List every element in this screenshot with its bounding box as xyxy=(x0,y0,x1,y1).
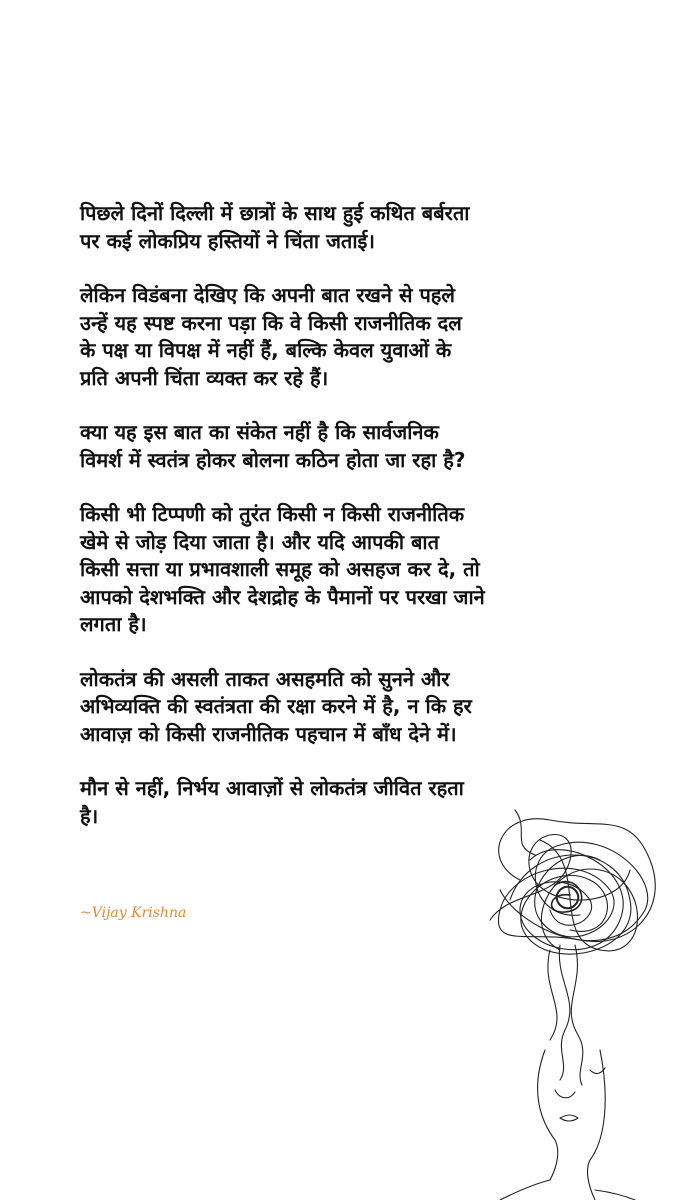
paragraph-4: किसी भी टिप्पणी को तुरंत किसी न किसी राजनीतिक खेमे से जोड़ दिया जाता है। और यदि आपकी बात किसी सत्ता या प्रभावशाली समूह को असहज कर दे, तो आपको देशभक्ति और देशद्रोह के पैमानों पर परखा जाने लगता है। xyxy=(80,502,485,636)
paragraph-6: मौन से नहीं, निर्भय आवाज़ों से लोकतंत्र जीवित रहता है। xyxy=(80,776,464,828)
tangled-head-sketch-icon xyxy=(460,800,675,1200)
author-signature: ~Vijay Krishna xyxy=(80,905,187,921)
paragraph-2: लेकिन विडंबना देखिए कि अपनी बात रखने से पहले उन्हें यह स्पष्ट करना पड़ा कि वे किसी राजनीतिक दल के पक्ष या विपक्ष में नहीं हैं, बल्कि केवल युवाओं के प्रति अपनी चिंता व्यक्त कर रहे हैं। xyxy=(80,283,462,390)
paragraph-1: पिछले दिनों दिल्ली में छात्रों के साथ हुई कथित बर्बरता पर कई लोकप्रिय हस्तियों ने चिंता जताई। xyxy=(80,201,470,253)
paragraph-3: क्या यह इस बात का संकेत नहीं है कि सार्वजनिक विमर्श में स्वतंत्र होकर बोलना कठिन होता जा रहा है? xyxy=(80,420,466,472)
article-body xyxy=(80,200,580,857)
paragraph-5: लोकतंत्र की असली ताकत असहमति को सुनने और अभिव्यक्ति की स्वतंत्रता की रक्षा करने में है, न कि हर आवाज़ को किसी राजनीतिक पहचान में बाँध देने में। xyxy=(80,666,472,746)
